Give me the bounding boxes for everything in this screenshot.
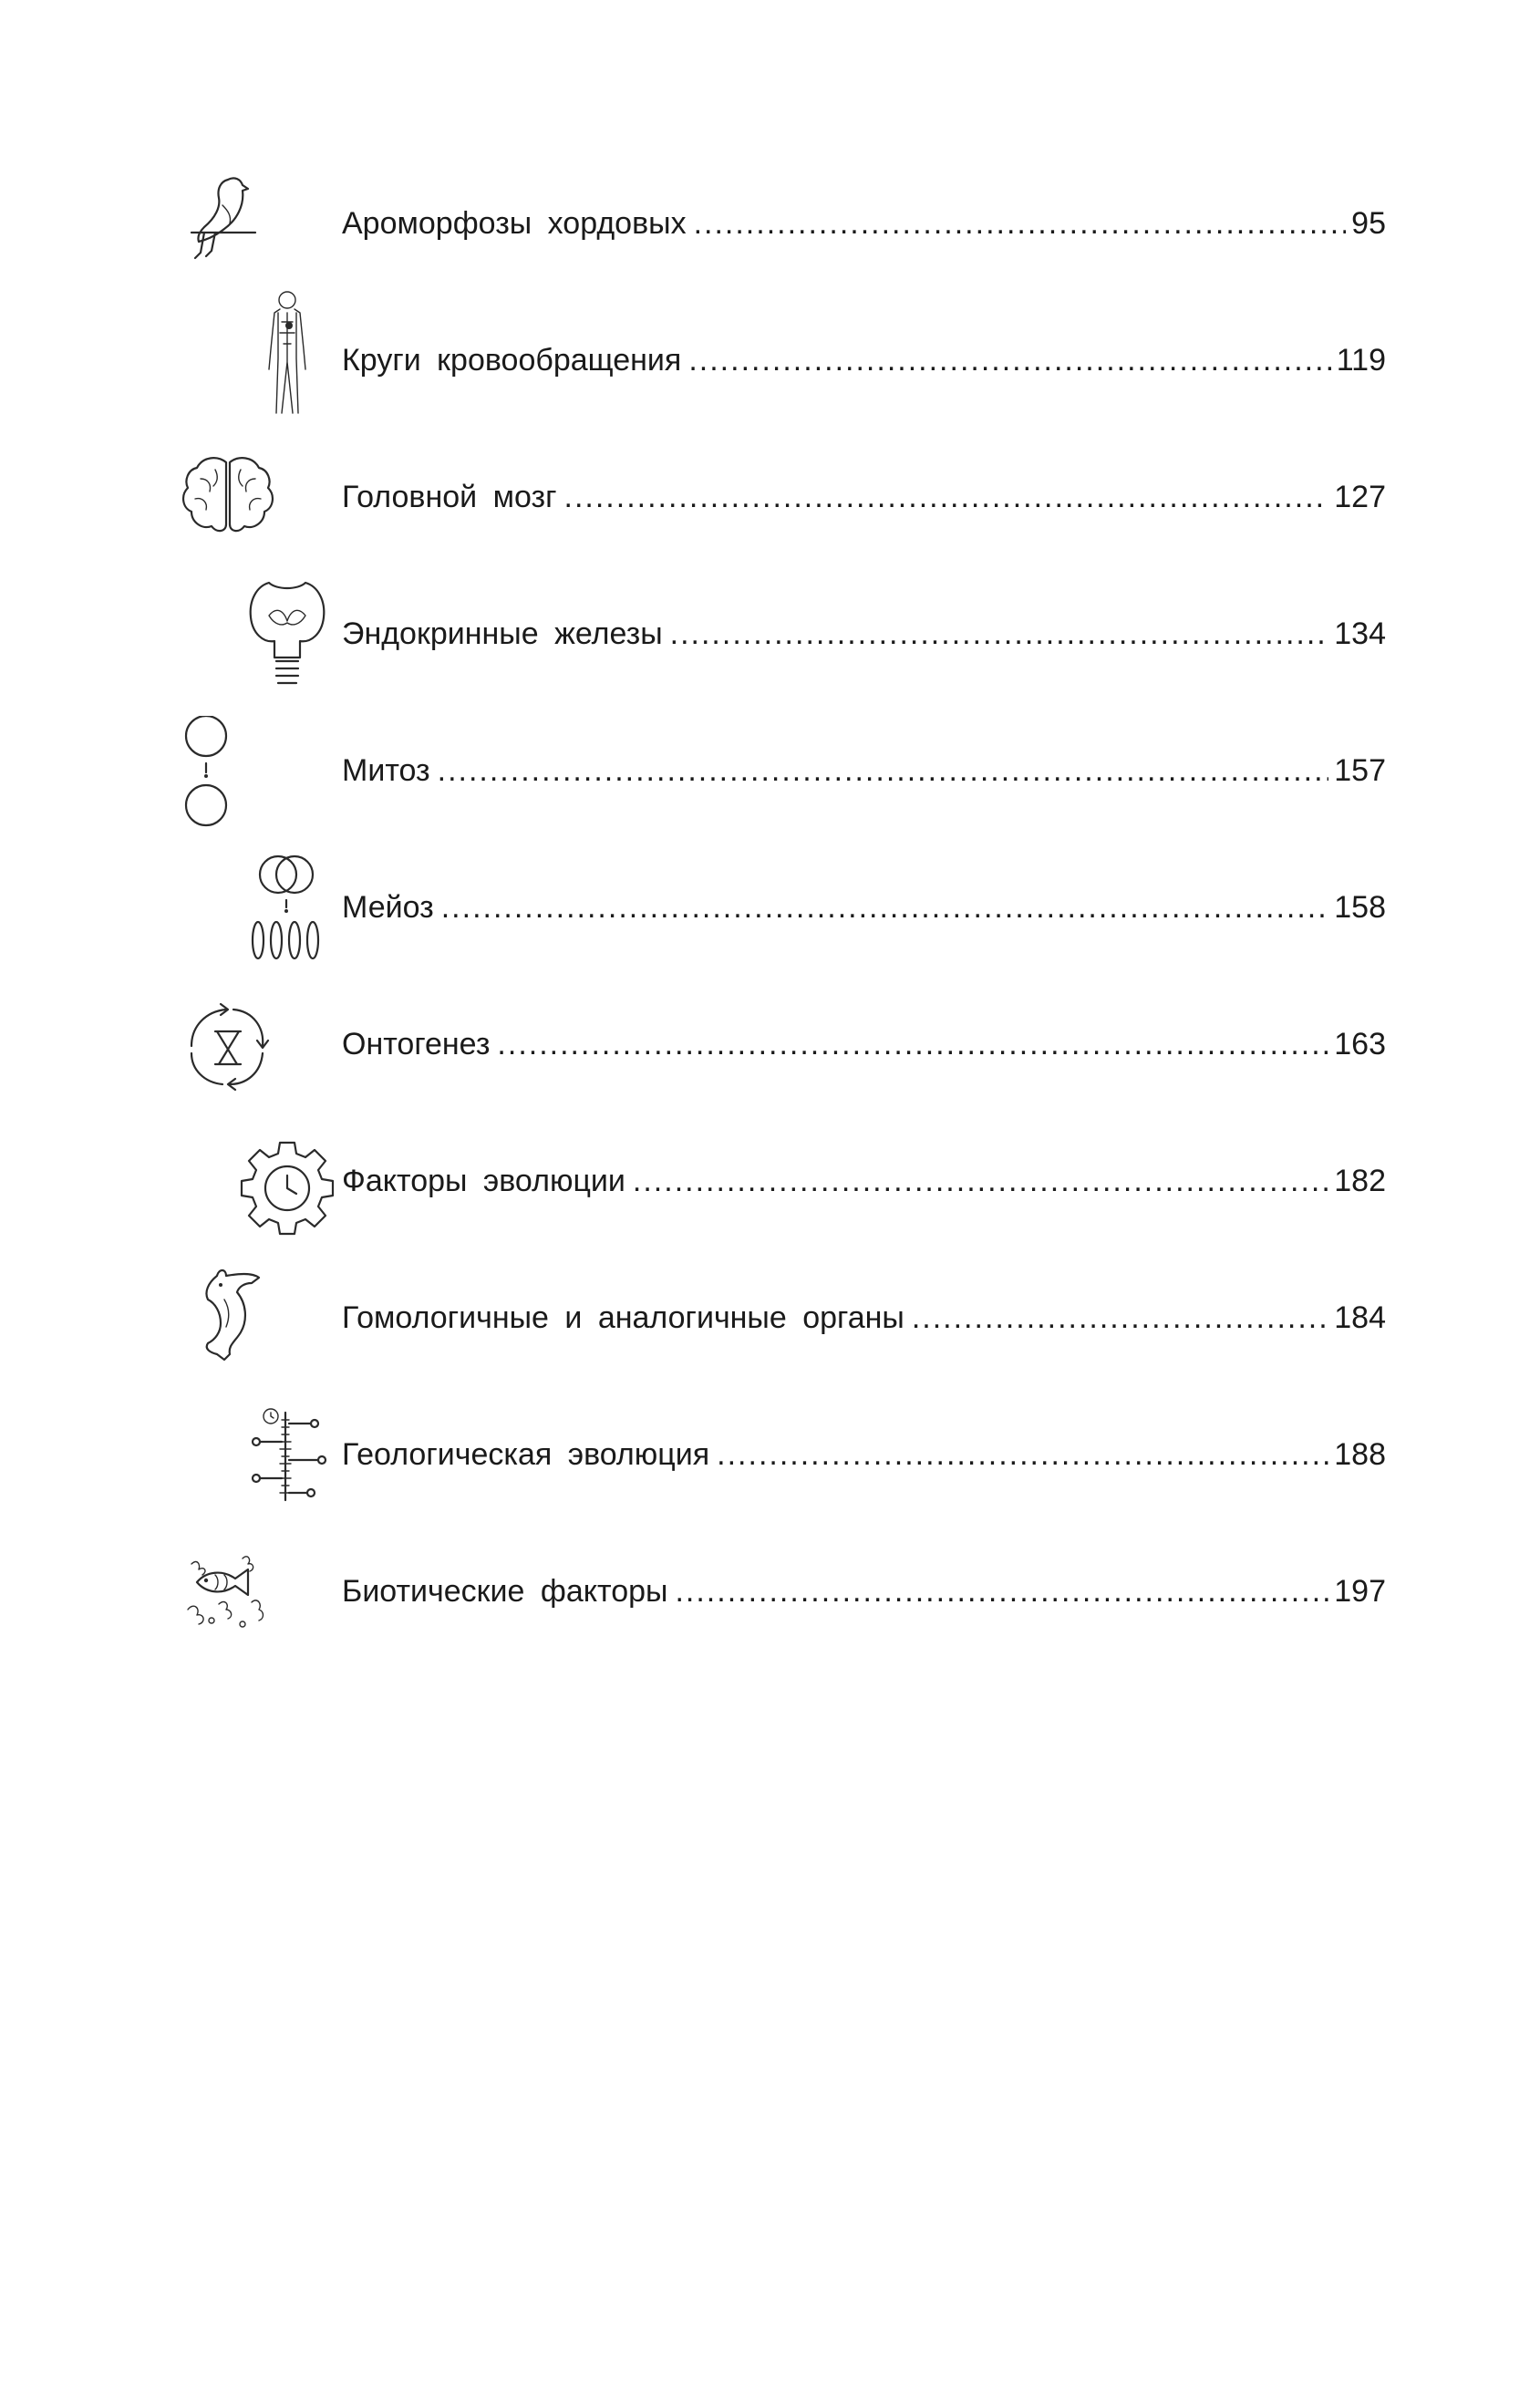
- toc-entry-geological-evolution[interactable]: [155, 1400, 1386, 1518]
- toc-page-number: 157: [1334, 753, 1386, 788]
- toc-page-number: 158: [1334, 890, 1386, 925]
- dot-leader: [694, 203, 1347, 243]
- dot-leader: [675, 1571, 1328, 1611]
- toc-entry-mitosis[interactable]: [155, 716, 1386, 834]
- toc-page-number: 184: [1334, 1300, 1386, 1335]
- toc-page-number: 197: [1334, 1574, 1386, 1609]
- bird-icon: [164, 169, 292, 287]
- dot-leader: [912, 1298, 1328, 1338]
- toc-page-number: 163: [1334, 1027, 1386, 1061]
- toc-title: Мейоз: [342, 890, 434, 925]
- dot-leader: [438, 751, 1329, 791]
- dot-leader: [441, 887, 1329, 927]
- toc-page-number: 95: [1351, 206, 1386, 241]
- brain-icon: [164, 442, 292, 561]
- toc-entry-evolution-factors[interactable]: [155, 1126, 1386, 1245]
- toc-page-number: 188: [1334, 1437, 1386, 1472]
- mitosis-icon: [164, 716, 292, 834]
- toc-page-number: 127: [1334, 480, 1386, 514]
- gear-clock-icon: [223, 1126, 351, 1245]
- toc-page-number: 134: [1334, 616, 1386, 651]
- toc-entry-ontogenesis[interactable]: [155, 989, 1386, 1108]
- toc-entry-endocrine[interactable]: [155, 579, 1386, 698]
- toc-title: Биотические факторы: [342, 1574, 668, 1609]
- toc-entry-biotic-factors[interactable]: [155, 1537, 1386, 1655]
- dot-leader: [688, 340, 1330, 380]
- toc-title: Круги кровообращения: [342, 343, 682, 378]
- timeline-icon: [223, 1400, 351, 1518]
- meiosis-icon: [223, 853, 351, 971]
- thyroid-gland-icon: [223, 579, 351, 698]
- toc-page-number: 119: [1336, 343, 1386, 378]
- toc-entry-circulation[interactable]: [155, 305, 1386, 424]
- toc-title: Геологическая эволюция: [342, 1437, 710, 1472]
- dot-leader: [633, 1161, 1328, 1201]
- toc-title: Митоз: [342, 753, 430, 788]
- toc-title: Эндокринные железы: [342, 616, 663, 651]
- toc-entry-chordates[interactable]: [155, 169, 1386, 287]
- toc-entry-organs[interactable]: [155, 1263, 1386, 1382]
- hourglass-cycle-icon: [164, 989, 292, 1108]
- fish-coral-icon: [164, 1537, 292, 1655]
- human-circulation-icon: [223, 305, 351, 424]
- toc-entry-meiosis[interactable]: [155, 853, 1386, 971]
- toc-title: Факторы эволюции: [342, 1164, 625, 1198]
- dot-leader: [564, 477, 1329, 517]
- toc-title: Ароморфозы хордовых: [342, 206, 687, 241]
- toc-entry-brain[interactable]: [155, 442, 1386, 561]
- toc-title: Гомологичные и аналогичные органы: [342, 1300, 904, 1335]
- dot-leader: [670, 614, 1329, 654]
- dolphin-icon: [164, 1263, 292, 1382]
- toc-title: Головной мозг: [342, 480, 557, 514]
- toc-page-number: 182: [1334, 1164, 1386, 1198]
- toc-title: Онтогенез: [342, 1027, 491, 1061]
- dot-leader: [717, 1434, 1328, 1475]
- dot-leader: [497, 1024, 1328, 1064]
